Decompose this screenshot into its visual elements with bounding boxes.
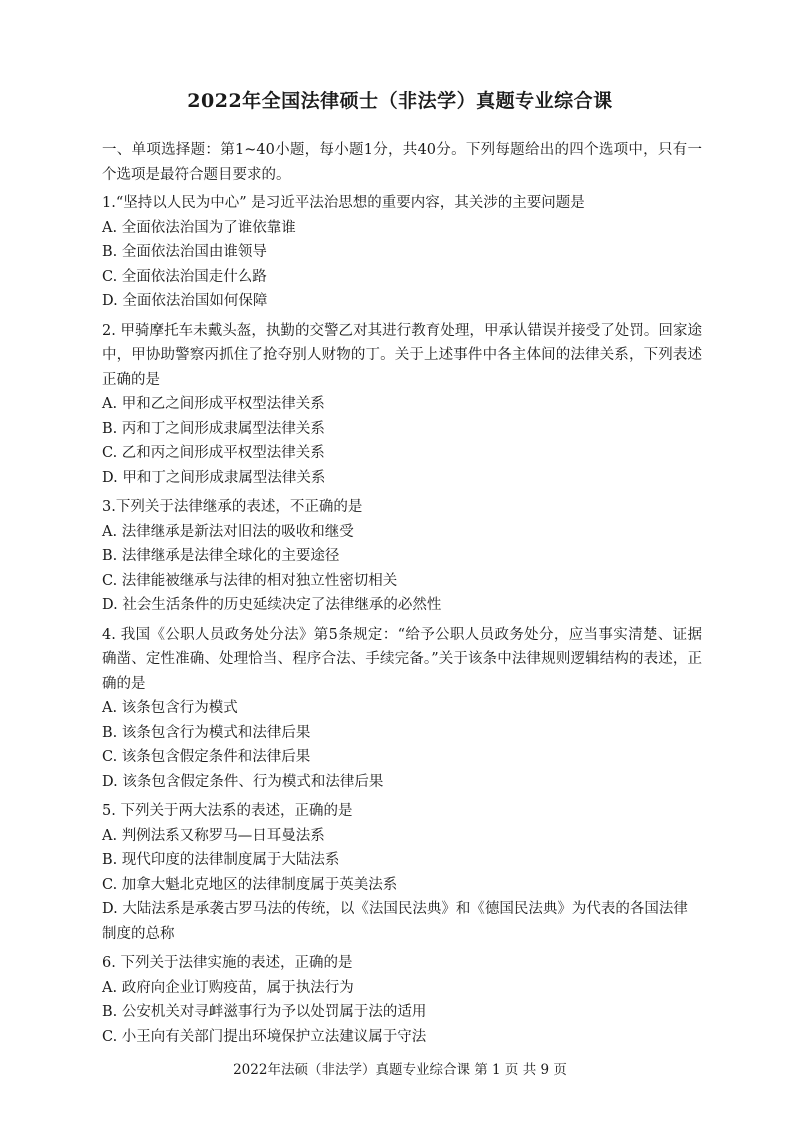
question-stem: 5. 下列关于两大法系的表述，正确的是 xyxy=(102,803,353,819)
option-c: C. 乙和丙之间形成平权型法律关系 xyxy=(102,445,325,461)
option-b: B. 该条包含行为模式和法律后果 xyxy=(102,724,311,741)
option-b: B. 现代印度的法律制度属于大陆法系 xyxy=(102,852,340,868)
document-body xyxy=(102,138,702,1054)
question-stem: 6. 下列关于法律实施的表述，正确的是 xyxy=(102,955,353,971)
option-c: C. 加拿大魁北克地区的法律制度属于英美法系 xyxy=(102,876,398,893)
option-b: B. 公安机关对寻衅滋事行为予以处罚属于法的适用 xyxy=(102,1004,427,1020)
option-c: C. 全面依法治国走什么路 xyxy=(102,268,267,285)
question-2 xyxy=(102,319,702,491)
page-footer: 2022年法硕（非法学）真题专业综合课 第 1 页 共 9 页 xyxy=(233,1062,567,1078)
option-c: C. 该条包含假定条件和法律后果 xyxy=(102,749,311,765)
question-stem: 4. 我国《公职人员政务处分法》第5条规定：“给予公职人员政务处分，应当事实清楚、证据确凿、定性准确、处理恰当、程序合法、手续完备。”关于该条中法律规则逻辑结构的表述，正确的是 xyxy=(102,626,702,692)
option-a: A. 该条包含行为模式 xyxy=(102,700,238,716)
question-stem: 2. 甲骑摩托车未戴头盔，执勤的交警乙对其进行教育处理，甲承认错误并接受了处罚。回家途中，甲协助警察丙抓住了抢夺别人财物的丁。关于上述事件中各主体间的法律关系，下列表述正确的是 xyxy=(102,322,702,388)
question-5 xyxy=(102,799,702,946)
option-a: A. 政府向企业订购疫苗，属于执法行为 xyxy=(102,979,354,996)
option-b: B. 丙和丁之间形成隶属型法律关系 xyxy=(102,420,325,437)
option-b: B. 全面依法治国由谁领导 xyxy=(102,244,267,260)
option-a: A. 全面依法治国为了谁依靠谁 xyxy=(102,219,296,236)
question-6 xyxy=(102,951,702,1049)
option-c: C. 小王向有关部门提出环境保护立法建议属于守法 xyxy=(102,1028,427,1045)
option-a: A. 判例法系又称罗马—日耳曼法系 xyxy=(102,827,325,844)
question-stem: 1.“坚持以人民为中心” 是习近平法治思想的重要内容，其关涉的主要问题是 xyxy=(102,195,585,211)
option-a: A. 法律继承是新法对旧法的吸收和继受 xyxy=(102,523,354,540)
question-4 xyxy=(102,623,702,795)
section-instructions: 一、单项选择题：第1~40小题，每小题1分，共40分。下列每题给出的四个选项中，只有一个选项是最符合题目要求的。 xyxy=(102,142,702,183)
question-stem: 3.下列关于法律继承的表述，不正确的是 xyxy=(102,499,363,515)
option-b: B. 法律继承是法律全球化的主要途径 xyxy=(102,548,340,564)
question-1 xyxy=(102,191,702,314)
question-3 xyxy=(102,495,702,618)
option-d: D. 社会生活条件的历史延续决定了法律继承的必然性 xyxy=(102,597,442,613)
option-d: D. 大陆法系是承袭古罗马法的传统，以《法国民法典》和《德国民法典》为代表的各国法律制度的总称 xyxy=(102,901,688,942)
option-d: D. 全面依法治国如何保障 xyxy=(102,293,268,309)
option-c: C. 法律能被继承与法律的相对独立性密切相关 xyxy=(102,572,398,589)
option-d: D. 甲和丁之间形成隶属型法律关系 xyxy=(102,469,326,486)
page-title: 2022年全国法律硕士（非法学）真题专业综合课 xyxy=(187,90,613,112)
option-a: A. 甲和乙之间形成平权型法律关系 xyxy=(102,396,325,412)
option-d: D. 该条包含假定条件、行为模式和法律后果 xyxy=(102,773,384,790)
